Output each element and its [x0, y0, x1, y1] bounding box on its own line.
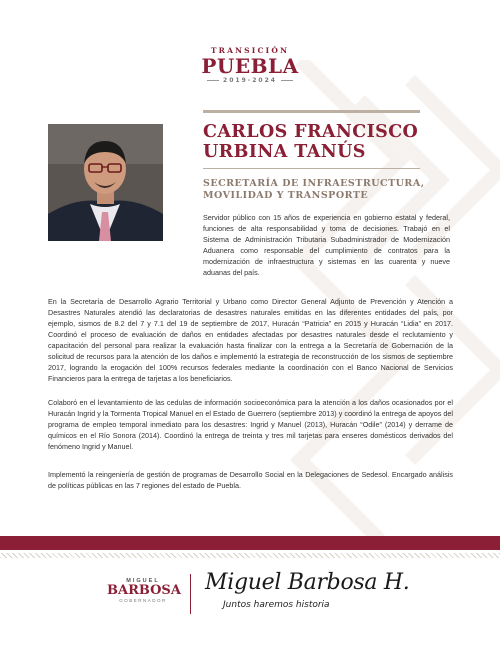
body-paragraph-2: Colaboró en el levantamiento de las cedulas de información socioeconómica para la atención a los daños ocasionados por el Huracán Ingrid y la Tormenta Tropical Manuel en el Estado de Guerrero (septiembre 2013) y coordinó la entrega de apoyos del programa de empleo temporal inmediato para los desastres: Ingrid y Manuel (2013), Huracán “Odile” (2014) y derrame de químicos en el Río Sonora (2014). Coordinó la entrega de treinta y tres mil tarjetas para enseres domésticos derivados del fenómeno Ingrid y Manuel.	[48, 398, 453, 451]
name-divider	[203, 168, 420, 169]
portrait-photo	[48, 124, 163, 241]
footer-color-bar	[0, 536, 500, 550]
person-name: CARLOS FRANCISCO URBINA TANÚS	[203, 122, 419, 162]
logo-miguel-text: MIGUEL	[126, 578, 160, 584]
intro-paragraph: Servidor público con 15 años de experiencia en gobierno estatal y federal, funciones de alta responsabilidad y toma de decisiones. Trabajó en el Sistema de Administración Tributaria Subadministrador de Modernización Aduanera como responsable del cumplimiento de contratos para la modernización de infraestructura y sistemas en las cuarenta y nueve aduanas del país.	[203, 213, 450, 277]
logo-puebla-text: PUEBLA	[201, 54, 299, 78]
footer-divider	[190, 574, 191, 614]
logo-transicion-text: TRANSICIÓN	[210, 46, 290, 55]
top-divider	[203, 110, 420, 113]
logo-barbosa-text: BARBOSA	[107, 583, 181, 598]
footer-hatch-pattern	[0, 553, 500, 558]
person-role: SECRETARÍA DE INFRAESTRUCTURA, MOVILIDAD Y TRANSPORTE	[203, 178, 425, 201]
slogan: Juntos haremos historia	[223, 600, 330, 610]
signature: Miguel Barbosa H.	[205, 570, 410, 595]
miguel-barbosa-logo	[107, 578, 179, 603]
logo-gobernador-text: GOBERNADOR	[119, 598, 167, 603]
body-paragraph-1: En la Secretaría de Desarrollo Agrario Territorial y Urbano como Director General Adjunto de Prevención y Atención a Desastres Naturales atendió las declaratorias de desastres naturales emitidas en las diferentes entidades del país, por ejemplo, sismos de 8.2 del 7 y 7.1 del 19 de septiembre de 2017, Huracán “Patricia” en 2015 y Huracán “Lidia” en 2017. Coordinó el proceso de evaluación de daños en entidades afectadas por desastres naturales desde el reclutamiento y capacitación del personal para realizar la evaluación hasta finalizar con la entrega a la Secretaría de Gobernación de la solicitud de recursos para la atención de los daños e implementó la estrategia de reconstrucción de los sismos de septiembre 2017, logrando la erogación del 100% recursos federales mediante la coordinación con el Banco Nacional de Servicios Financieros para la entrega de tarjetas a los beneficiarios.	[48, 297, 453, 383]
body-paragraph-3: Implementó la reingeniería de gestión de programas de Desarrollo Social en la Delegaciones de Sedesol. Encargado análisis de políticas públicas en las 7 regiones del estado de Puebla.	[48, 470, 453, 490]
logo-years-text: 2019-2024	[190, 77, 310, 84]
transicion-puebla-logo	[190, 46, 310, 84]
